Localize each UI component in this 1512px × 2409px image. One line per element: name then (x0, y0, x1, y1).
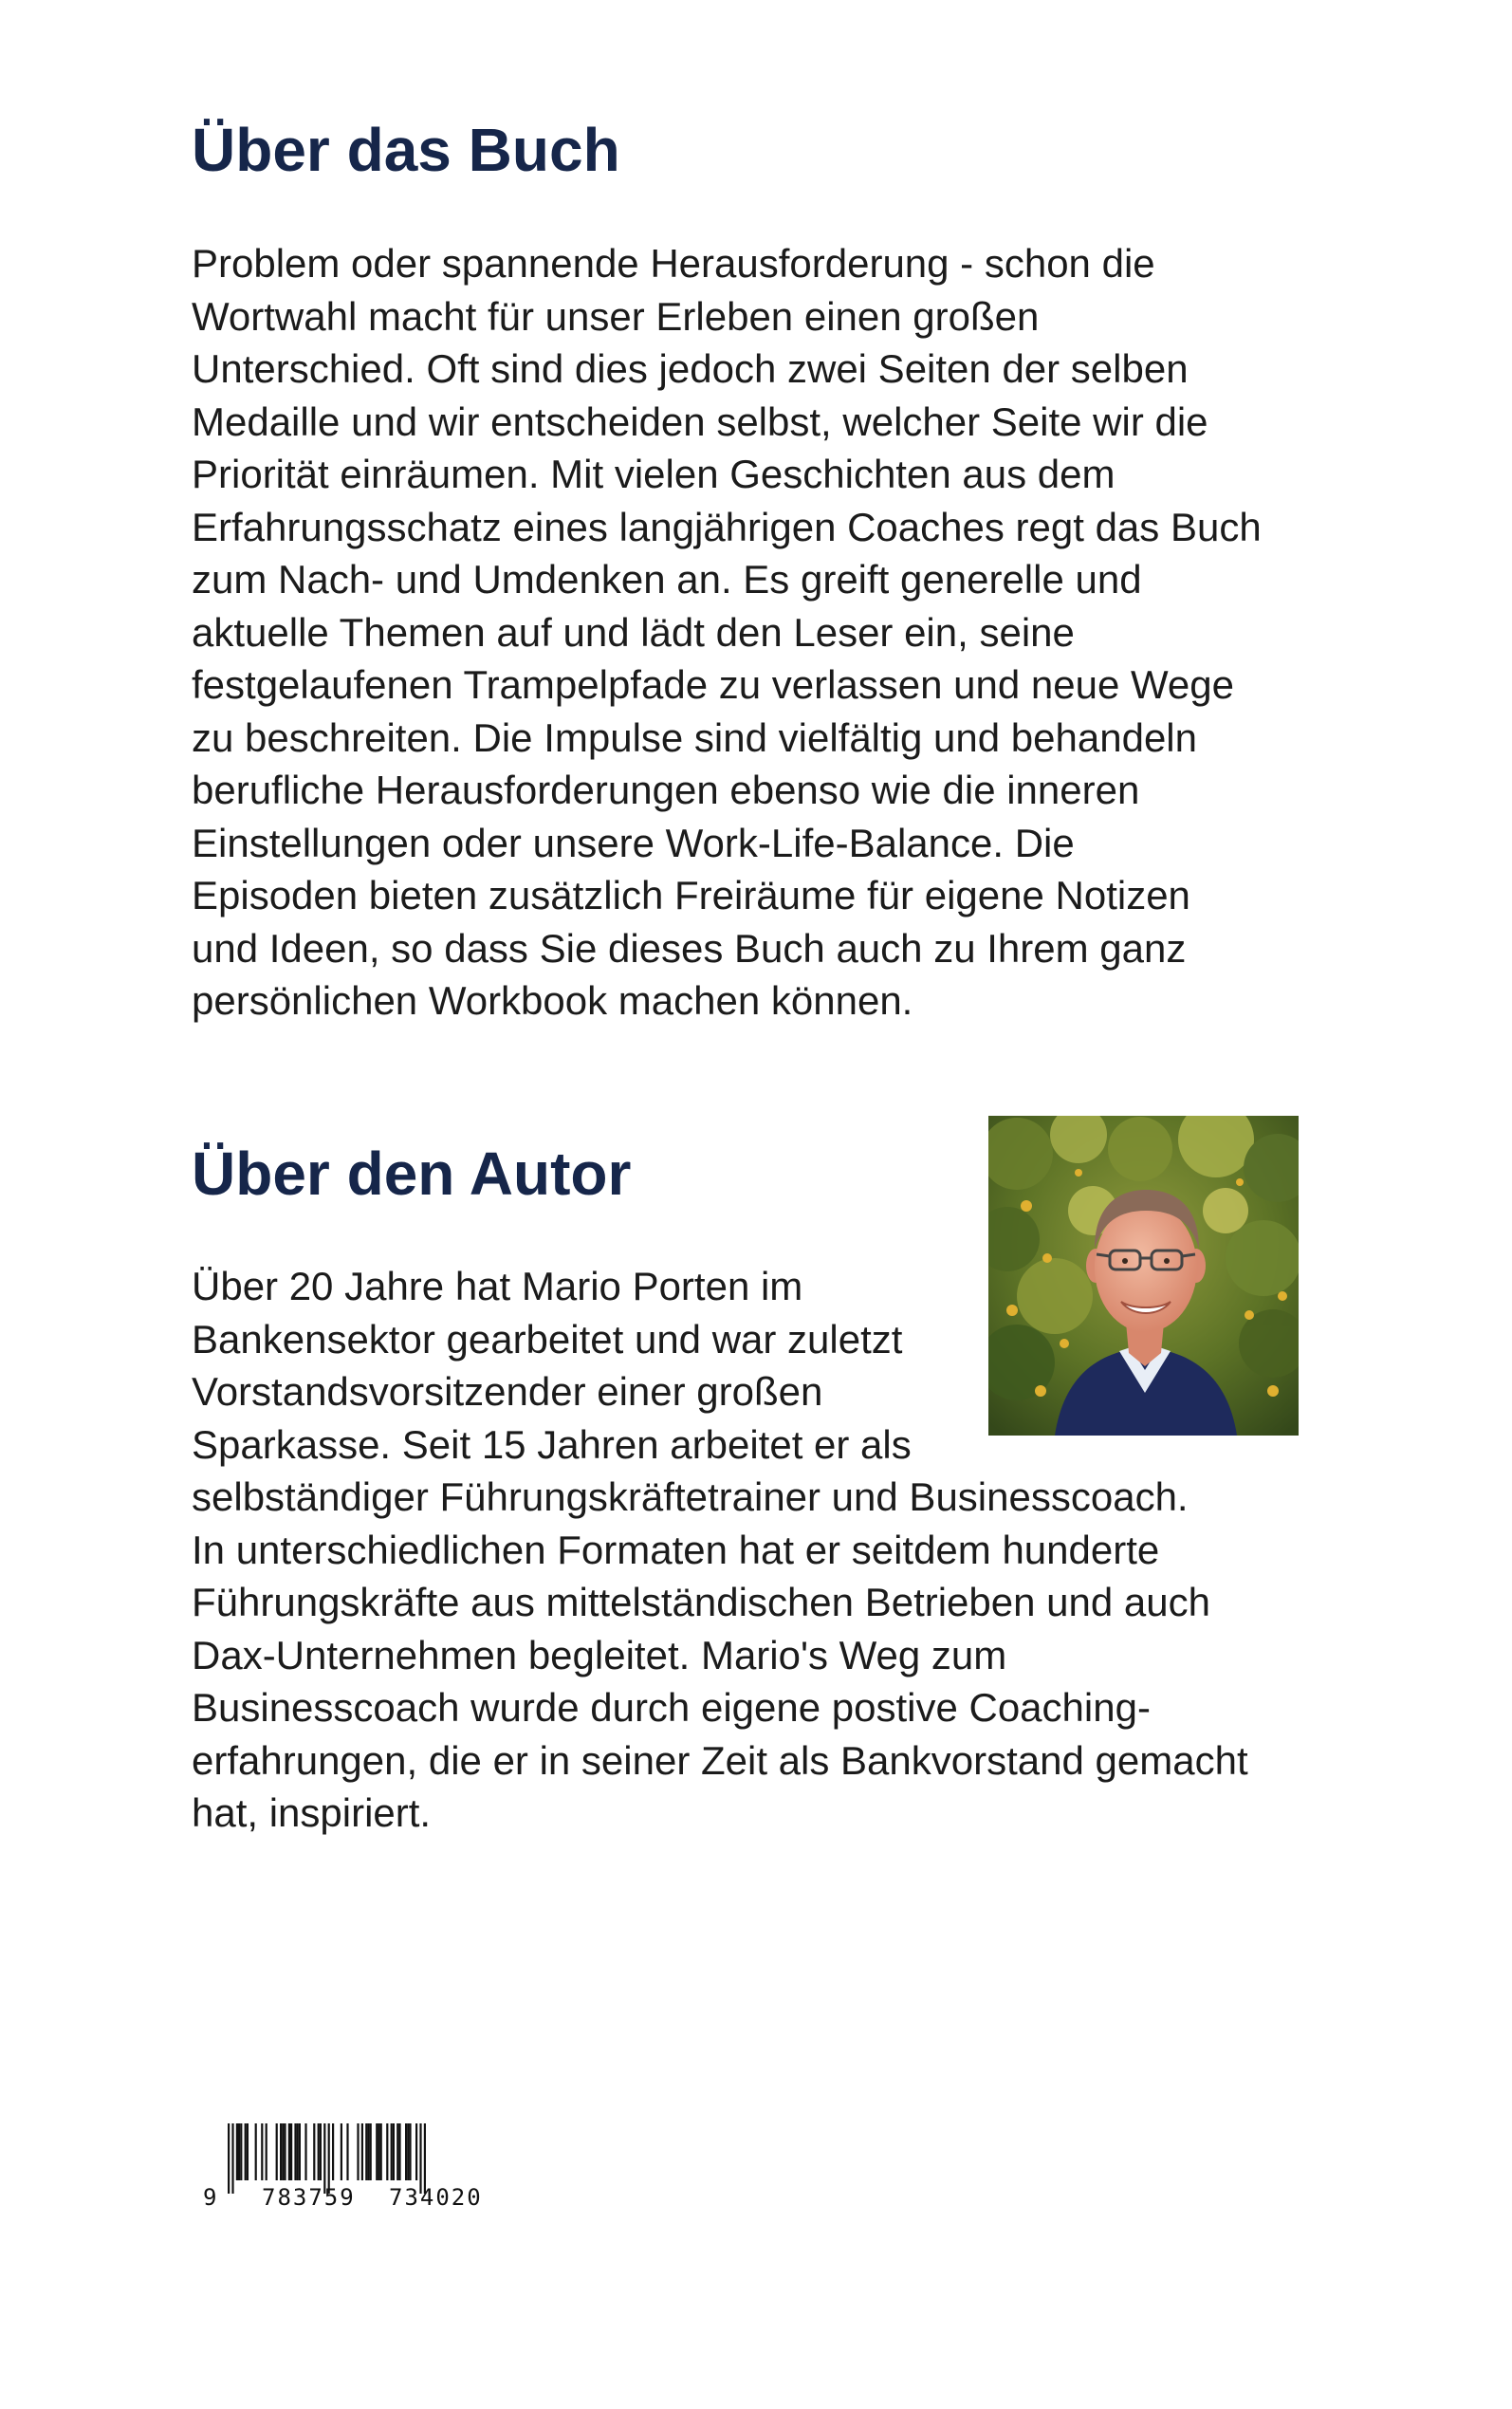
barcode-bar (391, 2123, 393, 2180)
barcode-bar (313, 2123, 315, 2180)
barcode-bar (261, 2123, 263, 2180)
barcode-bar (409, 2123, 411, 2180)
about-author-text: Über 20 Jahre hat Mario Porten im Bankensektor gearbeitet und war zuletzt Vorstandsvorsitzender einer großen Sparkasse. Seit 15 Jahren arbeitet er als selbständiger Führungskräftetrainer und Businesscoach. In unterschiedlichen Formaten hat er seitdem hunderte Führungskräfte aus mittelständischen Betrieben und auch Dax-Unternehmen begleitet. Mario's Weg zum Businesscoach wurde durch eigene postive Coaching- erfahrungen, die er in seiner Zeit als Bankvorstand gemacht hat, inspiriert. (192, 1264, 1248, 1835)
barcode-bar (245, 2123, 247, 2180)
barcode-bar (367, 2123, 369, 2180)
barcode-bar (276, 2123, 278, 2180)
barcode-bar (346, 2123, 348, 2180)
barcode-bar (357, 2123, 359, 2180)
barcode-bar (240, 2123, 242, 2180)
barcode-bar (299, 2123, 301, 2180)
barcode-bar (341, 2123, 342, 2180)
barcode-bar (370, 2123, 372, 2180)
barcode-bar (318, 2123, 320, 2180)
barcode-bar (320, 2123, 322, 2180)
barcode-bar (407, 2123, 409, 2180)
barcode-bar (378, 2123, 379, 2180)
barcode-bar (396, 2123, 398, 2180)
barcode-bar (238, 2123, 240, 2180)
barcode-bar (294, 2123, 296, 2180)
barcode-bar (380, 2123, 382, 2180)
barcode-bar (282, 2123, 284, 2180)
barcode-bar (247, 2123, 249, 2180)
barcode-bar (386, 2123, 388, 2180)
barcode-bar (376, 2123, 378, 2180)
barcode-bar (398, 2123, 400, 2180)
barcode-first-digit: 9 (203, 2184, 217, 2211)
about-book-heading: Über das Buch (192, 116, 620, 184)
barcode-digits (199, 2183, 522, 2212)
barcode-bar (297, 2123, 299, 2180)
barcode-bar (290, 2123, 292, 2180)
about-author-heading: Über den Autor (192, 1140, 632, 1208)
barcode-bar (415, 2123, 417, 2180)
barcode-bar (361, 2123, 363, 2180)
barcode-bar (266, 2123, 267, 2180)
isbn-barcode (199, 2123, 522, 2218)
barcode-bar (280, 2123, 282, 2180)
barcode-bar (236, 2123, 238, 2180)
barcode-bar (304, 2123, 306, 2180)
barcode-left-group: 783759 (262, 2184, 356, 2211)
barcode-bar (255, 2123, 257, 2180)
barcode-bar (288, 2123, 290, 2180)
barcode-bar (284, 2123, 286, 2180)
barcode-bar (332, 2123, 334, 2180)
barcode-right-group: 734020 (389, 2184, 483, 2211)
barcode-bar (405, 2123, 407, 2180)
barcode-bar (393, 2123, 395, 2180)
barcode-bar (365, 2123, 367, 2180)
about-book-text: Problem oder spannende Herausforderung - schon die Wortwahl macht für unser Erleben einen großen Unterschied. Oft sind dies jedoch zwei Seiten der selben Medaille und wir entscheiden selbst, welcher Seite wir die Priorität einräumen. Mit vielen Geschichten aus dem Erfahrungsschatz eines langjährigen Coaches regt das Buch zum Nach- und Umdenken an. Es greift generelle und aktuelle Themen auf und lädt den Leser ein, seine festgelaufenen Trampelpfade zu verlassen und neue Wege zu beschreiten. Die Impulse sind vielfältig und behandeln berufliche Herausforderungen ebenso wie die inneren Einstellungen oder unsere Work-Life-Balance. Die Episoden bieten zusätzlich Freiräume für eigene Notizen und Ideen, so dass Sie dieses Buch auch zu Ihrem ganz persönlichen Workbook machen können. (192, 241, 1262, 1023)
